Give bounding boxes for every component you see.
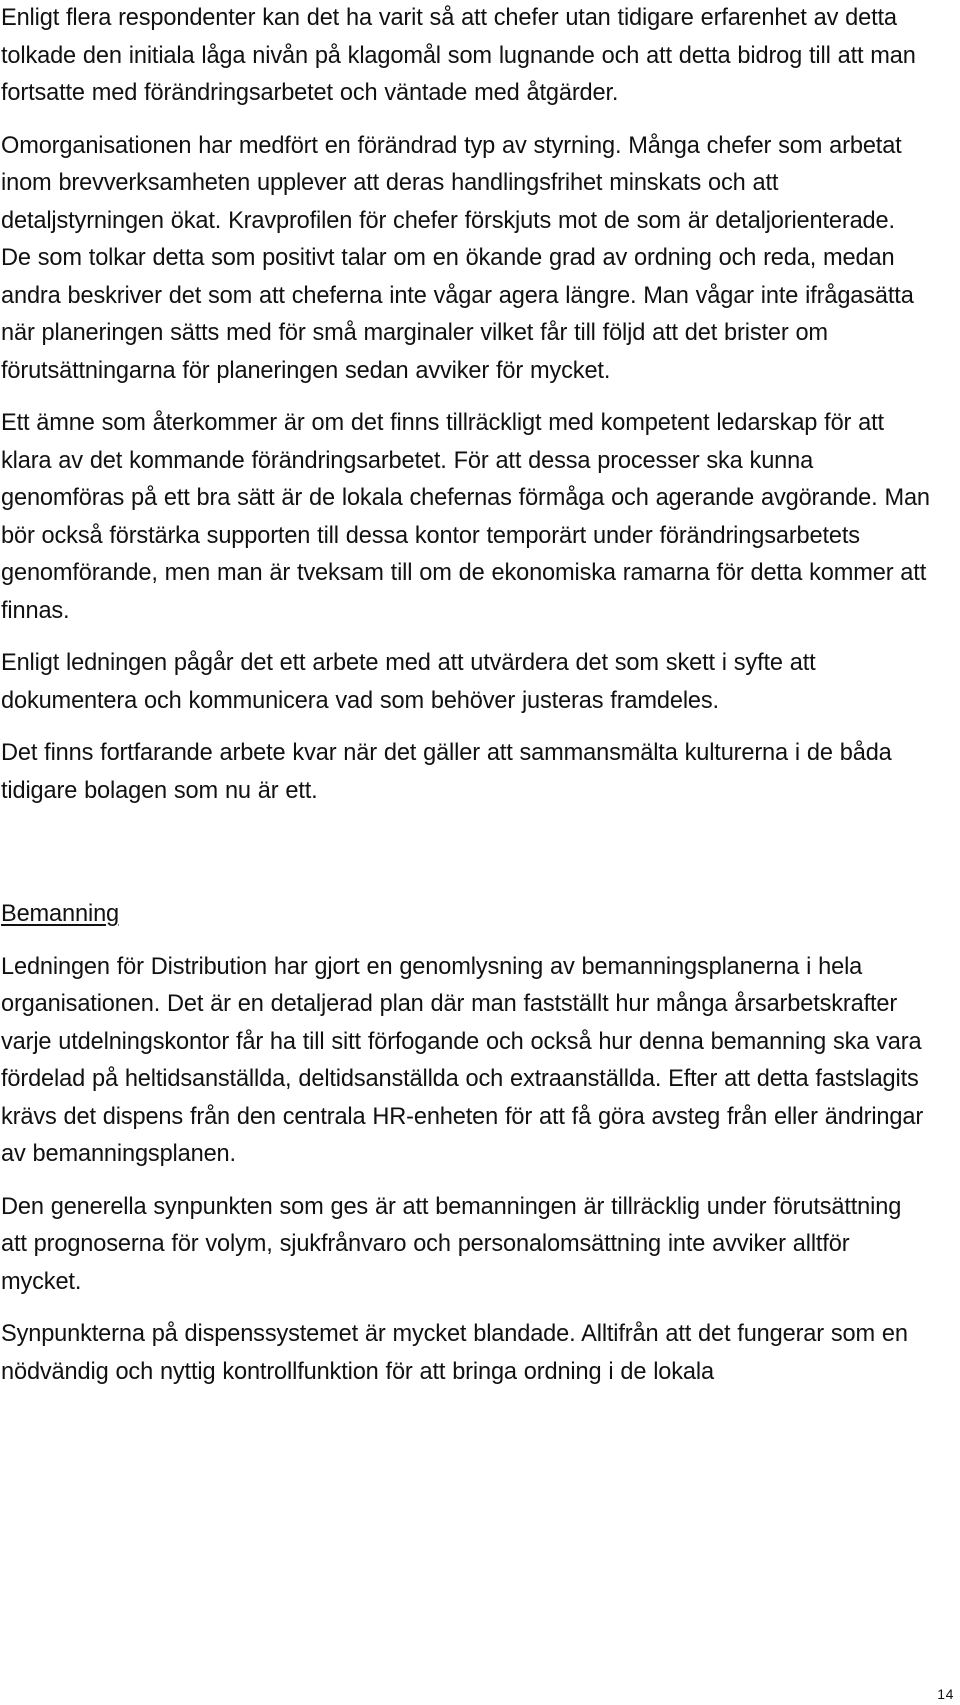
section-heading-text: Bemanning <box>1 901 120 927</box>
paragraph-culture: Det finns fortfarande arbete kvar när det gäller att sammansmälta kulturerna i de båda tidigare bolagen som nu är ett. <box>1 740 892 804</box>
paragraph-evaluation: Enligt ledningen pågår det ett arbete med att utvärdera det som skett i syfte att dokumentera och kommunicera vad som behöver justeras framdeles. <box>1 650 816 714</box>
paragraph-staffing-opinion: Den generella synpunkten som ges är att bemanningen är tillräcklig under förutsättning att prognoserna för volym, sjukfrånvaro och personalomsättning inte avviker alltför mycket. <box>1 1193 902 1295</box>
paragraph-reorganization: Omorganisationen har medfört en förändrad typ av styrning. Många chefer som arbetat inom brevverksamheten upplever att deras handlingsfrihet minskats och att detaljstyrningen ökat. Kravprofilen för chefer förskjuts mot de som är detaljorienterade. De som tolkar detta som positivt talar om en ökande grad av ordning och reda, medan andra beskriver det som att cheferna inte vågar agera längre. Man vågar inte ifrågasätta när planeringen sätts med för små marginaler vilket får till följd att det brister om förutsättningarna för planeringen sedan avviker för mycket. <box>1 132 914 384</box>
paragraph-leadership: Ett ämne som återkommer är om det finns tillräckligt med kompetent ledarskap för att klara av det kommande förändringsarbetet. För att dessa processer ska kunna genomföras på ett bra sätt är de lokala chefernas förmåga och agerande avgörande. Man bör också förstärka supporten till dessa kontor temporärt under förändringsarbetets genomförande, men man är tveksam till om de ekonomiska ramarna för detta kommer att finnas. <box>1 410 930 624</box>
document-body <box>1 0 931 1391</box>
paragraph-staffing-plans: Ledningen för Distribution har gjort en genomlysning av bemanningsplanerna i hela organisationen. Det är en detaljerad plan där man fastställt hur många årsarbetskrafter varje utdelningskontor får ha till sitt förfogande och också hur denna bemanning ska vara fördelad på heltidsanställda, deltidsanställda och extraanställda. Efter att detta fastslagits krävs det dispens från den centrala HR-enheten för att få göra avsteg från eller ändringar av bemanningsplanen. <box>1 953 924 1167</box>
section-heading <box>1 896 931 934</box>
paragraph-dispensation: Synpunkterna på dispenssystemet är mycket blandade. Alltifrån att det fungerar som en nödvändig och nyttig kontrollfunktion för att bringa ordning i de lokala <box>1 1321 908 1385</box>
page-number: 14 <box>937 1686 954 1702</box>
paragraph-respondents: Enligt flera respondenter kan det ha varit så att chefer utan tidigare erfarenhet av detta tolkade den initiala låga nivån på klagomål som lugnande och att detta bidrog till att man fortsatte med förändringsarbetet och väntade med åtgärder. <box>1 5 916 106</box>
